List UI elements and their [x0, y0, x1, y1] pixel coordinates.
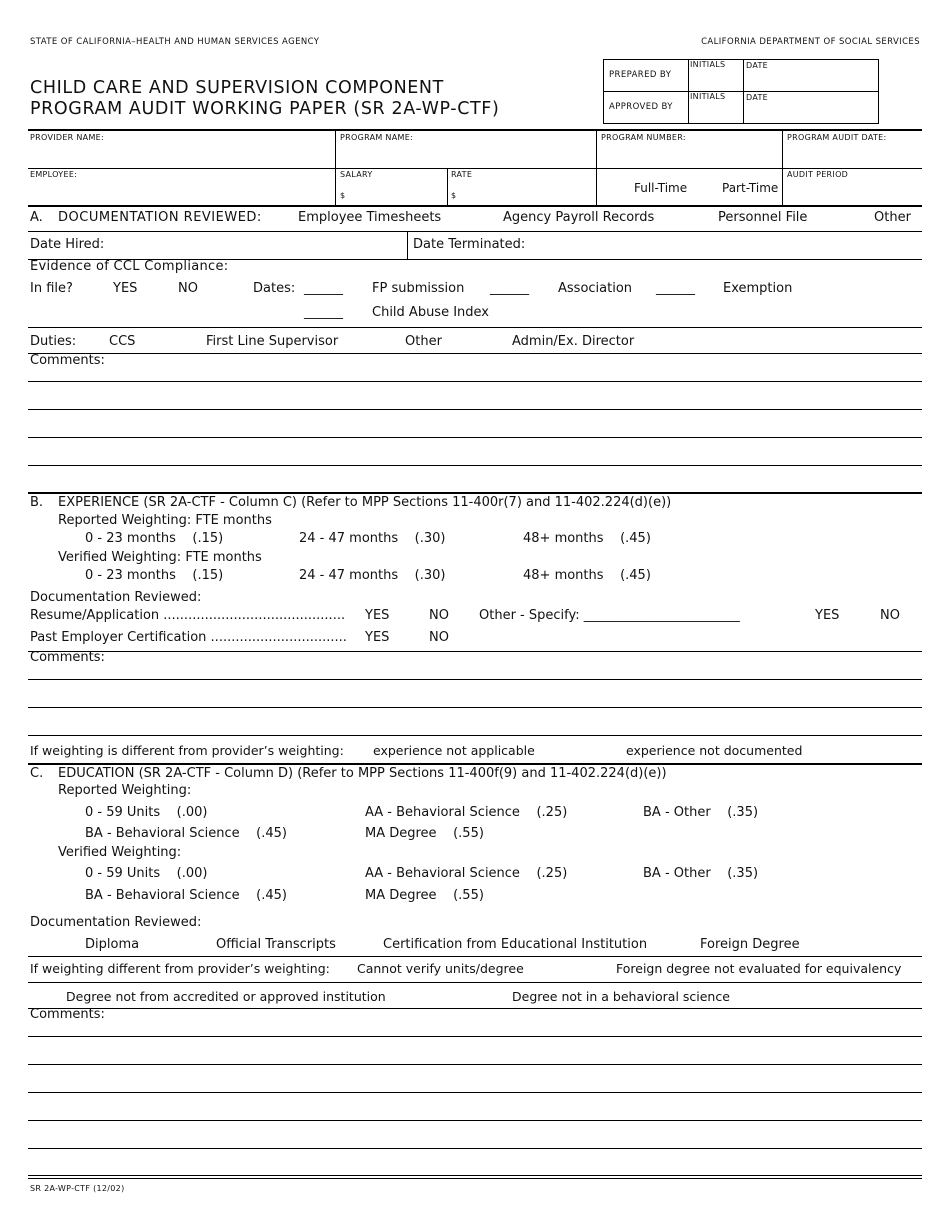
reported-48-plus-months[interactable]: 48+ months (.45) [523, 531, 651, 546]
duty-ccs[interactable]: CCS [109, 334, 136, 349]
agency-name: STATE OF CALIFORNIA–HEALTH AND HUMAN SERVICES AGENCY [30, 37, 320, 47]
date-terminated-label: Date Terminated: [413, 237, 526, 252]
reported-0-59-units[interactable]: 0 - 59 Units (.00) [85, 805, 208, 820]
past-employer-yes[interactable]: YES [365, 630, 390, 645]
salary-field[interactable] [348, 181, 442, 201]
reported-ba-behavioral[interactable]: BA - Behavioral Science (.45) [85, 826, 287, 841]
rate-label: RATE [451, 170, 473, 179]
b-doc-reviewed-label: Documentation Reviewed: [30, 590, 202, 605]
audit-period-field[interactable] [787, 181, 917, 201]
section-b-letter: B. [30, 495, 44, 510]
cannot-verify-units[interactable]: Cannot verify units/degree [357, 961, 524, 976]
dates-label: Dates: [253, 281, 296, 296]
child-abuse-date-blank[interactable]: ______ [304, 305, 343, 320]
verified-0-59-units[interactable]: 0 - 59 Units (.00) [85, 866, 208, 881]
salary-dollar-sign: $ [340, 191, 346, 200]
duty-other[interactable]: Other [405, 334, 442, 349]
reported-0-23-months[interactable]: 0 - 23 months (.15) [85, 531, 224, 546]
date-hired-label: Date Hired: [30, 237, 105, 252]
date-label: DATE [746, 93, 769, 102]
audit-period-label: AUDIT PERIOD [787, 170, 849, 179]
verified-ba-other[interactable]: BA - Other (.35) [643, 866, 759, 881]
form-title-line2: PROGRAM AUDIT WORKING PAPER (SR 2A-WP-CTF) [30, 99, 500, 119]
degree-not-behavioral[interactable]: Degree not in a behavioral science [512, 989, 730, 1004]
doc-official-transcripts[interactable]: Official Transcripts [216, 937, 336, 952]
past-employer-no[interactable]: NO [429, 630, 449, 645]
verified-aa-behavioral[interactable]: AA - Behavioral Science (.25) [365, 866, 568, 881]
evidence-ccl-label: Evidence of CCL Compliance: [30, 259, 229, 274]
date-label: DATE [746, 61, 769, 70]
verified-24-47-months[interactable]: 24 - 47 months (.30) [299, 568, 446, 583]
other-yes[interactable]: YES [815, 608, 840, 623]
doc-foreign-degree[interactable]: Foreign Degree [700, 937, 800, 952]
fp-date-blank[interactable]: ______ [304, 281, 343, 296]
section-c-heading: EDUCATION (SR 2A-CTF - Column D) (Refer to MPP Sections 11-400f(9) and 11-402.224(d)(e)) [58, 766, 667, 781]
program-name-label: PROGRAM NAME: [340, 133, 414, 142]
verified-ma-degree[interactable]: MA Degree (.55) [365, 888, 484, 903]
verified-0-23-months[interactable]: 0 - 23 months (.15) [85, 568, 224, 583]
section-a-heading: DOCUMENTATION REVIEWED: [58, 210, 262, 225]
part-time-option[interactable]: Part-Time [722, 181, 779, 195]
date-terminated-field[interactable] [525, 234, 920, 256]
resume-no[interactable]: NO [429, 608, 449, 623]
exemption-label: Exemption [723, 281, 793, 296]
program-audit-date-label: PROGRAM AUDIT DATE: [787, 133, 887, 142]
rate-field[interactable] [459, 181, 591, 201]
in-file-no[interactable]: NO [178, 281, 198, 296]
prepared-date-field[interactable] [746, 72, 876, 89]
section-c-letter: C. [30, 766, 44, 781]
employee-field[interactable] [30, 181, 330, 201]
other-no[interactable]: NO [880, 608, 900, 623]
foreign-not-evaluated[interactable]: Foreign degree not evaluated for equivalency [616, 961, 902, 976]
reported-aa-behavioral[interactable]: AA - Behavioral Science (.25) [365, 805, 568, 820]
date-hired-field[interactable] [105, 234, 400, 256]
past-employer-label: Past Employer Certification ................................. [30, 630, 347, 645]
prepared-initials-field[interactable] [690, 72, 740, 89]
doc-other[interactable]: Other [874, 210, 911, 225]
program-number-field[interactable] [601, 144, 777, 164]
approved-initials-field[interactable] [690, 104, 740, 121]
initials-label: INITIALS [690, 92, 726, 101]
child-abuse-index-label: Child Abuse Index [372, 305, 489, 320]
verified-48-plus-months[interactable]: 48+ months (.45) [523, 568, 651, 583]
experience-not-documented[interactable]: experience not documented [626, 743, 803, 758]
association-label: Association [558, 281, 633, 296]
doc-certification-educational[interactable]: Certification from Educational Institution [383, 937, 648, 952]
in-file-label: In file? [30, 281, 73, 296]
department-name: CALIFORNIA DEPARTMENT OF SOCIAL SERVICES [701, 37, 920, 47]
full-time-option[interactable]: Full-Time [634, 181, 688, 195]
resume-application-label: Resume/Application ............................................ [30, 608, 346, 623]
doc-personnel-file[interactable]: Personnel File [718, 210, 808, 225]
other-specify-field[interactable]: Other - Specify: ________________________ [479, 608, 740, 623]
verified-ba-behavioral[interactable]: BA - Behavioral Science (.45) [85, 888, 287, 903]
duty-admin-ex-director[interactable]: Admin/Ex. Director [512, 334, 635, 349]
reported-24-47-months[interactable]: 24 - 47 months (.30) [299, 531, 446, 546]
salary-label: SALARY [340, 170, 373, 179]
section-a-comments-field[interactable] [28, 368, 922, 490]
in-file-yes[interactable]: YES [113, 281, 138, 296]
form-number: SR 2A-WP-CTF (12/02) [30, 1184, 125, 1193]
approved-date-field[interactable] [746, 104, 876, 121]
c-verified-weighting-label: Verified Weighting: [58, 845, 182, 860]
c-if-different-label: If weighting different from provider’s weighting: [30, 961, 330, 976]
c-reported-weighting-label: Reported Weighting: [58, 783, 192, 798]
fp-submission-label: FP submission [372, 281, 465, 296]
reported-weighting-label: Reported Weighting: FTE months [58, 513, 272, 528]
doc-agency-payroll-records[interactable]: Agency Payroll Records [503, 210, 655, 225]
reported-ma-degree[interactable]: MA Degree (.55) [365, 826, 484, 841]
c-doc-reviewed-label: Documentation Reviewed: [30, 915, 202, 930]
duty-first-line-supervisor[interactable]: First Line Supervisor [206, 334, 339, 349]
degree-not-accredited[interactable]: Degree not from accredited or approved institution [66, 989, 386, 1004]
section-a-comments-label: Comments: [30, 353, 105, 368]
section-b-comments-field[interactable] [28, 666, 922, 734]
experience-not-applicable[interactable]: experience not applicable [373, 743, 535, 758]
doc-diploma[interactable]: Diploma [85, 937, 140, 952]
employee-label: EMPLOYEE: [30, 170, 78, 179]
form-title-line1: CHILD CARE AND SUPERVISION COMPONENT [30, 78, 444, 98]
resume-yes[interactable]: YES [365, 608, 390, 623]
provider-name-label: PROVIDER NAME: [30, 133, 104, 142]
program-name-field[interactable] [340, 144, 590, 164]
approved-by-label: APPROVED BY [609, 102, 673, 112]
section-b-heading: EXPERIENCE (SR 2A-CTF - Column C) (Refer to MPP Sections 11-400r(7) and 11-402.224(d)(e)) [58, 495, 672, 510]
program-audit-date-field[interactable] [787, 144, 917, 164]
association-date-blank[interactable]: ______ [490, 281, 529, 296]
section-a-letter: A. [30, 210, 43, 225]
b-if-different-label: If weighting is different from provider’s weighting: [30, 743, 344, 758]
section-c-comments-field[interactable] [28, 1022, 922, 1172]
duties-label: Duties: [30, 334, 77, 349]
exemption-date-blank[interactable]: ______ [656, 281, 695, 296]
verified-weighting-label: Verified Weighting: FTE months [58, 550, 262, 565]
program-number-label: PROGRAM NUMBER: [601, 133, 686, 142]
provider-name-field[interactable] [30, 144, 330, 164]
rate-dollar-sign: $ [451, 191, 457, 200]
doc-employee-timesheets[interactable]: Employee Timesheets [298, 210, 442, 225]
section-c-comments-label: Comments: [30, 1007, 105, 1022]
reported-ba-other[interactable]: BA - Other (.35) [643, 805, 759, 820]
prepared-by-label: PREPARED BY [609, 70, 672, 80]
section-b-comments-label: Comments: [30, 650, 105, 665]
initials-label: INITIALS [690, 60, 726, 69]
